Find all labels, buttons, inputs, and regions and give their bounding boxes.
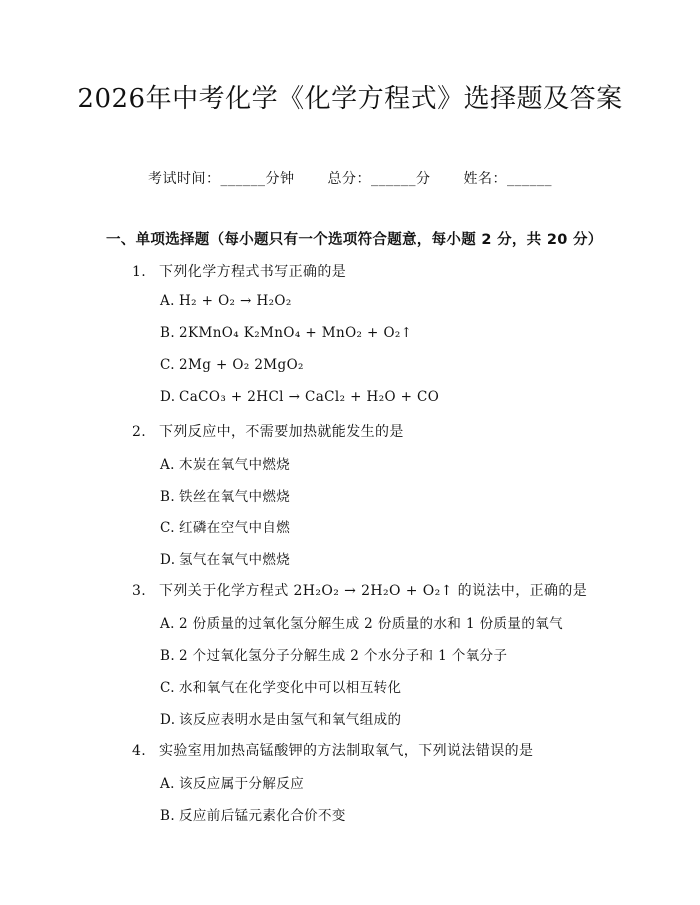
option-label: B.: [160, 489, 176, 505]
question-number: 2.: [132, 424, 147, 440]
option-text: 2 份质量的过氧化氢分解生成 2 份质量的水和 1 份质量的氧气: [179, 616, 564, 632]
question-2-option-a: [160, 453, 290, 473]
question-4-option-a: [160, 772, 304, 792]
question-2-option-b: [160, 485, 290, 505]
option-label: B.: [160, 648, 176, 664]
option-label: A.: [160, 776, 175, 792]
question-3-option-a: [160, 612, 563, 632]
option-label: A.: [160, 616, 175, 632]
question-1-option-c: [160, 357, 304, 373]
question-4-option-b: [160, 804, 346, 824]
option-label: A.: [160, 293, 175, 309]
option-label: A.: [160, 457, 175, 473]
question-1-option-a: [160, 293, 292, 309]
option-label: C.: [160, 520, 175, 536]
question-number: 4.: [132, 743, 147, 759]
question-1: [132, 261, 346, 281]
option-text: 红磷在空气中自燃: [179, 520, 291, 536]
question-text: 下列化学方程式书写正确的是: [159, 264, 347, 280]
option-label: B.: [160, 808, 176, 824]
question-text: 实验室用加热高锰酸钾的方法制取氧气，下列说法错误的是: [159, 743, 534, 759]
option-text: 2KMnO₄ K₂MnO₄ + MnO₂ + O₂↑: [179, 325, 413, 341]
question-text: 下列反应中，不需要加热就能发生的是: [159, 424, 404, 440]
option-text: 2Mg + O₂ 2MgO₂: [179, 357, 304, 373]
page-title: 2026年中考化学《化学方程式》选择题及答案: [77, 84, 623, 114]
option-text: 2 个过氧化氢分子分解生成 2 个水分子和 1 个氧分子: [179, 648, 508, 664]
option-text: CaCO₃ + 2HCl → CaCl₂ + H₂O + CO: [179, 389, 440, 405]
section-heading: 一、单项选择题（每小题只有一个选项符合题意，每小题 2 分，共 20 分）: [106, 232, 603, 248]
question-3-option-b: [160, 644, 507, 664]
exam-time-field: 考试时间：______分钟: [148, 171, 295, 187]
option-text: 该反应属于分解反应: [179, 776, 305, 792]
total-score-field: 总分：______分: [327, 171, 431, 187]
option-text: 反应前后锰元素化合价不变: [179, 808, 346, 824]
question-3-option-c: [160, 676, 401, 696]
option-label: D.: [160, 552, 176, 568]
option-text: 该反应表明水是由氢气和氧气组成的: [179, 712, 402, 728]
option-label: B.: [160, 325, 176, 341]
option-text: 木炭在氧气中燃烧: [179, 457, 291, 473]
question-3: [132, 580, 587, 600]
exam-info: [0, 168, 700, 188]
student-name-field: 姓名：______: [463, 171, 552, 187]
question-number: 1.: [132, 264, 147, 280]
option-text: H₂ + O₂ → H₂O₂: [179, 293, 292, 309]
option-text: 铁丝在氧气中燃烧: [179, 489, 291, 505]
question-number: 3.: [132, 583, 147, 599]
question-2: [132, 421, 404, 441]
question-2-option-c: [160, 516, 290, 536]
option-label: D.: [160, 712, 176, 728]
question-1-option-b: [160, 325, 412, 341]
question-1-option-d: [160, 389, 439, 405]
option-label: D.: [160, 389, 176, 405]
option-label: C.: [160, 680, 175, 696]
question-4: [132, 740, 533, 760]
question-3-option-d: [160, 708, 401, 728]
option-text: 氢气在氧气中燃烧: [179, 552, 291, 568]
option-text: 水和氧气在化学变化中可以相互转化: [179, 680, 402, 696]
question-text: 下列关于化学方程式 2H₂O₂ → 2H₂O + O₂↑ 的说法中，正确的是: [159, 583, 588, 599]
option-label: C.: [160, 357, 175, 373]
question-2-option-d: [160, 548, 290, 568]
